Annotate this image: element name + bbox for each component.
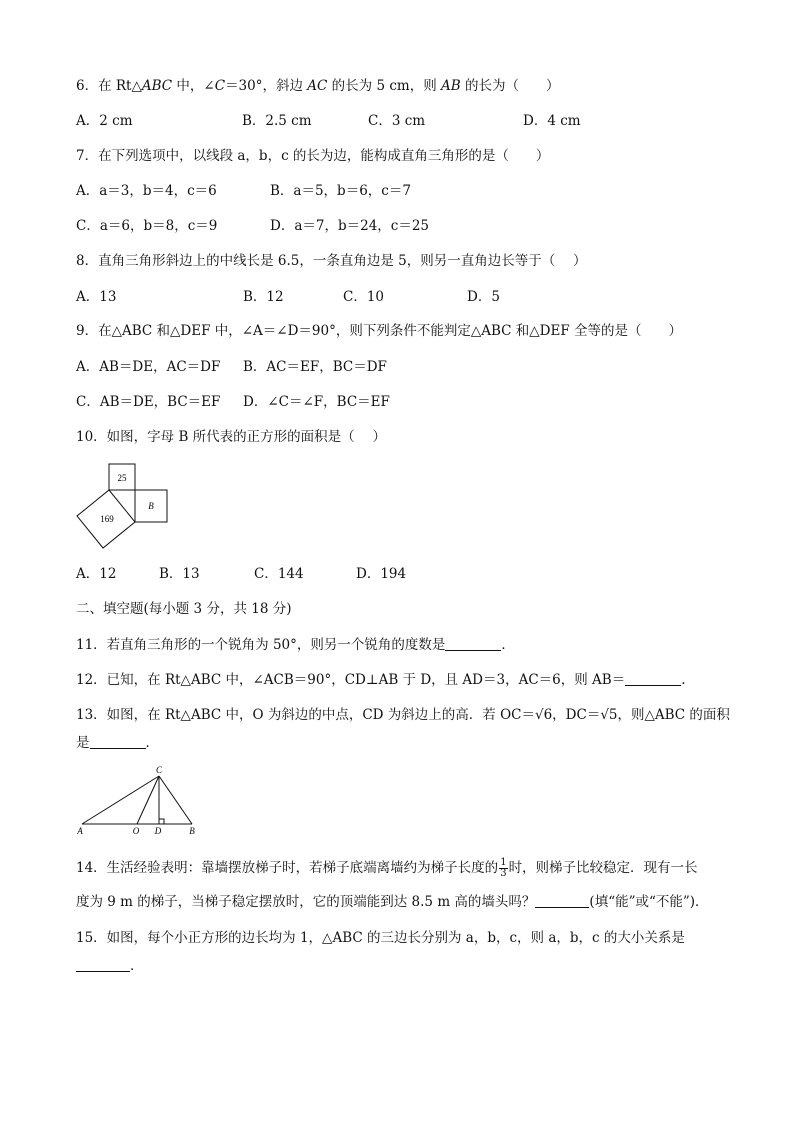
label-d: D xyxy=(154,826,162,836)
label-25: 25 xyxy=(117,473,127,483)
q7-option-c[interactable]: C．a＝6，b＝8，c＝9 xyxy=(76,218,218,234)
q9-option-c[interactable]: C．AB＝DE，BC＝EF xyxy=(76,394,221,410)
q8-option-b[interactable]: B．12 xyxy=(243,289,284,305)
q6-option-c[interactable]: C．3 cm xyxy=(368,113,426,129)
answer-blank-11[interactable] xyxy=(445,636,501,651)
question-12: 12．已知，在 Rt△ABC 中，∠ACB＝90°，CD⊥AB 于 D，且 AD＝3，AC＝6，则 AB＝ . xyxy=(76,672,686,688)
answer-blank-15[interactable] xyxy=(76,957,130,972)
label-a: A xyxy=(77,826,83,836)
fraction-one-third: $\frac{1}{3}$ xyxy=(500,857,507,879)
question-11: 11．若直角三角形的一个锐角为 50°，则另一个锐角的度数是 ． xyxy=(76,637,515,653)
question-15-stem: 15．如图，每个小正方形的边长均为 1，△ABC 的三边长分别为 a，b，c，则 a，b，c 的大小关系是 xyxy=(76,930,685,946)
q9-option-d[interactable]: D．∠C＝∠F，BC＝EF xyxy=(243,394,390,410)
q8-option-c[interactable]: C．10 xyxy=(343,289,385,305)
question-9-stem: 9．在△ABC 和△DEF 中，∠A＝∠D＝90°，则下列条件不能判定△ABC 和△DEF 全等的是（ ） xyxy=(76,323,682,339)
section-title: 二、填空题(每小题 3 分，共 18 分) xyxy=(76,601,292,617)
q7-option-a[interactable]: A．a＝3，b＝4，c＝6 xyxy=(76,183,217,199)
question-7-stem: 7．在下列选项中，以线段 a，b，c 的长为边，能构成直角三角形的是（ ） xyxy=(76,148,550,164)
question-14-line2: 度为 9 m 的梯子，当梯子稳定摆放时，它的顶端能到达 8.5 m 高的墙头吗？ (填“能”或“不能”)． xyxy=(76,894,709,910)
label-b: B xyxy=(189,826,195,836)
q7-option-d[interactable]: D．a＝7，b＝24，c＝25 xyxy=(270,218,430,234)
question-13-line2: 是 ． xyxy=(76,735,159,751)
q10-option-b[interactable]: B．13 xyxy=(159,566,200,582)
question-14-stem: 14．生活经验表明：靠墙摆放梯子时，若梯子底端离墙约为梯子长度的 $\frac{1}{3}$ 时，则梯子比较稳定．现有一长 xyxy=(76,857,698,879)
question-13-stem: 13．如图，在 Rt△ABC 中，O 为斜边的中点，CD 为斜边上的高．若 OC＝√6，DC＝√5，则△ABC 的面积 xyxy=(76,707,730,723)
q9-option-a[interactable]: A．AB＝DE，AC＝DF xyxy=(76,359,221,375)
label-o: O xyxy=(132,826,140,836)
q6-option-b[interactable]: B．2.5 cm xyxy=(242,113,312,129)
question-6-stem: 6．在 Rt△ABC 中，∠C＝30°，斜边 AC 的长为 5 cm，则 AB 的长为（ ） xyxy=(76,78,560,94)
q10-option-c[interactable]: C．144 xyxy=(254,566,304,582)
answer-blank-13[interactable] xyxy=(90,734,146,749)
triangle-figure xyxy=(74,764,204,836)
answer-blank-14[interactable] xyxy=(535,893,589,908)
answer-blank-12[interactable] xyxy=(625,671,681,686)
question-10-stem: 10．如图，字母 B 所代表的正方形的面积是（ ） xyxy=(76,429,386,445)
q10-option-a[interactable]: A．12 xyxy=(76,566,117,582)
question-8-stem: 8．直角三角形斜边上的中线长是 6.5，一条直角边是 5，则另一直角边长等于（ ） xyxy=(76,253,587,269)
q7-option-b[interactable]: B．a＝5，b＝6，c＝7 xyxy=(270,183,411,199)
label-169: 169 xyxy=(100,514,114,524)
question-15-line2: ． xyxy=(76,957,144,975)
squares-figure xyxy=(76,460,176,552)
q8-option-d[interactable]: D．5 xyxy=(467,289,500,305)
q6-option-a[interactable]: A．2 cm xyxy=(76,113,133,129)
label-b: B xyxy=(148,501,154,511)
q10-option-d[interactable]: D．194 xyxy=(356,566,407,582)
q6-option-d[interactable]: D．4 cm xyxy=(523,113,581,129)
q9-option-b[interactable]: B．AC＝EF，BC＝DF xyxy=(243,359,387,375)
label-c: C xyxy=(155,765,163,775)
q8-option-a[interactable]: A．13 xyxy=(76,289,117,305)
